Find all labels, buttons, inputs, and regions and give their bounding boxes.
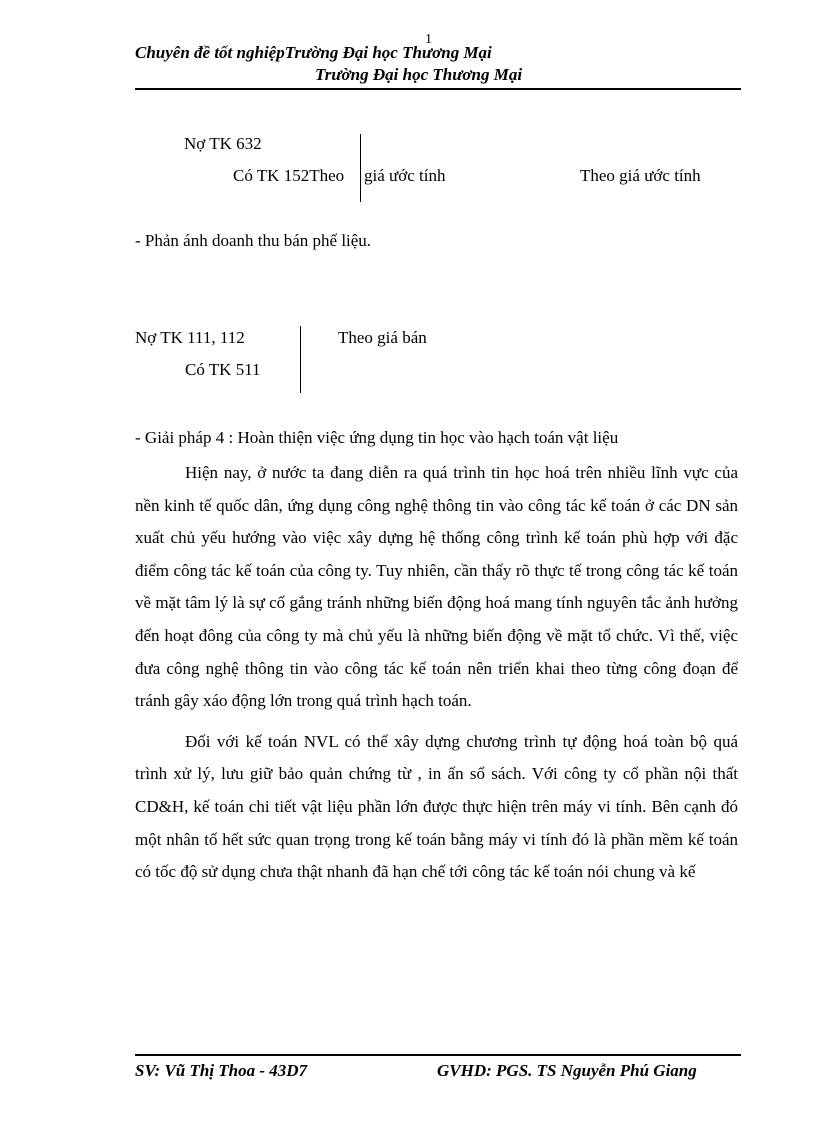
header-title-line2: Trường Đại học Thương Mại <box>315 65 523 84</box>
entry2-note: Theo giá bán <box>338 328 427 347</box>
entry2-divider <box>300 326 301 393</box>
body-paragraphs <box>135 457 738 889</box>
entry2-credit: Có TK 511 <box>185 360 261 379</box>
header-rule <box>135 88 741 90</box>
entry1-note-left: giá ước tính <box>364 166 446 185</box>
page-number: 1 <box>425 32 432 47</box>
paragraph-2: Đối với kế toán NVL có thể xây dựng chương trình tự động hoá toàn bộ quá trình xử lý, lưu giữ bảo quản chứng từ , in ấn sổ sách. Với công ty cổ phần nội thất CD&H, kế toán chi tiết vật liệu phần lớn được thực hiện trên máy vi tính. Bên cạnh đó một nhân tố hết sức quan trọng trong kế toán bằng máy vi tính đó là phần mềm kế toán có tốc độ sử dụng chưa thật nhanh đã hạn chế tới công tác kế toán nói chung và kế <box>135 731 738 882</box>
entry1-divider <box>360 134 361 202</box>
entry1-note-right: Theo giá ước tính <box>580 166 701 185</box>
scrap-revenue-line: - Phản ánh doanh thu bán phế liệu. <box>135 231 372 250</box>
entry2-debit: Nợ TK 111, 112 <box>135 328 245 347</box>
entry1-debit: Nợ TK 632 <box>184 134 262 153</box>
footer-student: SV: Vũ Thị Thoa - 43D7 <box>135 1061 308 1080</box>
footer-rule <box>135 1054 741 1056</box>
footer-advisor: GVHD: PGS. TS Nguyễn Phú Giang <box>437 1061 697 1080</box>
solution4-heading: - Giải pháp 4 : Hoàn thiện việc ứng dụng tin học vào hạch toán vật liệu <box>135 428 619 447</box>
header-title-line1: Chuyên đề tốt nghiệpTrường Đại học Thương Mại <box>135 43 492 62</box>
entry1-credit: Có TK 152Theo <box>233 166 345 185</box>
paragraph-1: Hiện nay, ở nước ta đang diễn ra quá trình tin học hoá trên nhiều lĩnh vực của nền kinh tế quốc dân, ứng dụng công nghệ thông tin vào công tác kế toán ở các DN sản xuất chủ yếu hướng vào việc xây dựng hệ thống công trình kế toán phù hợp với đặc điểm công tác kế toán của công ty. Tuy nhiên, cần thấy rõ thực tế trong công tác kế toán về mặt tâm lý là sự cố gắng tránh những biến động hoá mang tính nguyên tắc ảnh hưởng đến hoạt đông của công ty mà chủ yếu là những biến động về mặt tổ chức. Vì thế, việc đưa công nghệ thông tin vào công tác kế toán nên triển khai theo từng công đoạn để tránh gây xáo động lớn trong quá trình hạch toán. <box>135 463 738 711</box>
